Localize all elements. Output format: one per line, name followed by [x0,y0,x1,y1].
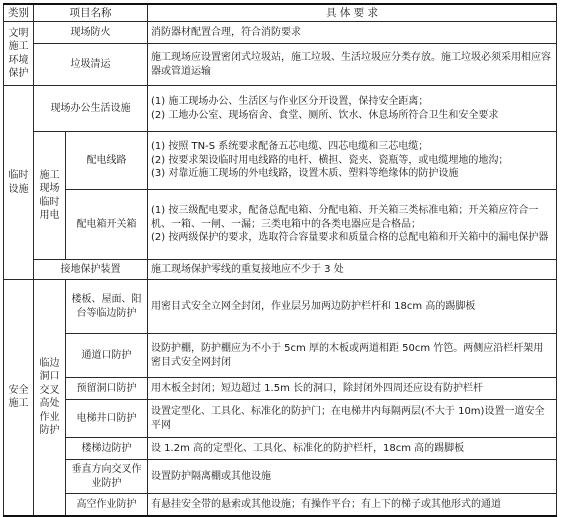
table-row [4,86,557,132]
req-office: (1) 施工现场办公、生活区与作业区分开设置，保持安全距离； (2) 工地办公室、现场宿舍、食堂、厕所、饮水、休息场所符合卫生和安全要求 [148,86,557,132]
item-lines: 配电线路 [66,132,148,190]
header-row [4,4,557,22]
req-passage: 设防护棚，防护棚应为不小于 5cm 厚的木板或两道相距 50cm 竹笆。两侧应沿栏杆架用密目式安全网封闭 [148,334,557,378]
req-boxes: (1) 按三级配电要求，配备总配电箱、分配电箱、开关箱三类标准电箱；开关箱应符合一机、一箱、一闸、一漏；三类电箱中的各类电器应是合格品； (2) 按两级保护的要求，选取符合容量要求和质量合格的总配电箱和开关箱中的漏电保护器 [148,190,557,260]
table-row [4,44,557,86]
item-boxes: 配电箱开关箱 [66,190,148,260]
item-opening: 预留洞口防护 [66,378,148,400]
req-cross: 设置防护隔离棚或其他设施 [148,460,557,494]
item-office: 现场办公生活设施 [34,86,148,132]
table-row [4,190,557,260]
table-row [4,132,557,190]
requirements-table [3,3,557,517]
table-row [4,460,557,494]
header-category: 类别 [4,4,34,22]
item-height: 高空作业防护 [66,494,148,516]
table-row [4,260,557,280]
group-electric: 施工现场临时用电 [34,132,66,260]
table-row [4,400,557,438]
req-height: 有悬挂安全带的悬索或其他设施；有操作平台；有上下的梯子或其他形式的通道 [148,494,557,516]
item-grounding: 接地保护装置 [34,260,148,280]
req-fire: 消防器材配置合理，符合消防要求 [148,22,557,44]
table-row [4,378,557,400]
item-edge: 楼板、屋面、阳台等临边防护 [66,280,148,334]
table-row [4,494,557,516]
req-garbage: 施工现场应设置密闭式垃圾站，施工垃圾、生活垃圾应分类存放。施工垃圾必须采用相应容器或管道运输 [148,44,557,86]
item-garbage: 垃圾清运 [34,44,148,86]
table-row [4,438,557,460]
req-elevator: 设置定型化、工具化、标准化的防护门；在电梯井内每隔两层(不大于 10m)设置一道安全平网 [148,400,557,438]
header-requirement: 具 体 要 求 [148,4,557,22]
item-stairs: 楼梯边防护 [66,438,148,460]
table-row [4,22,557,44]
req-lines: (1) 按照 TN-S 系统要求配备五芯电缆、四芯电缆和三芯电缆； (2) 按要求架设临时用电线路的电杆、横担、瓷夹、瓷瓶等，或电缆埋地的地沟； (3) 对靠近施工现场的外电线路，设置木质、塑料等绝缘体的防护设施 [148,132,557,190]
item-fire: 现场防火 [34,22,148,44]
req-edge: 用密目式安全立网全封闭，作业层另加两边防护栏杆和 18cm 高的踢脚板 [148,280,557,334]
req-opening: 用木板全封闭；短边超过 1.5m 长的洞口，除封闭外四周还应设有防护栏杆 [148,378,557,400]
req-stairs: 设 1.2m 高的定型化、工具化、标准化的防护栏杆，18cm 高的踢脚板 [148,438,557,460]
category-civilized: 文明施工环境保护 [4,22,34,86]
category-temporary: 临时设施 [4,86,34,280]
item-cross: 垂直方向交叉作业防护 [66,460,148,494]
category-safety: 安全施工 [4,280,34,516]
item-passage: 通道口防护 [66,334,148,378]
header-item: 项目名称 [34,4,148,22]
table-row [4,334,557,378]
table-row [4,280,557,334]
req-grounding: 施工现场保护零线的重复接地应不少于 3 处 [148,260,557,280]
group-edge-protection: 临边洞口交叉高处作业防护 [34,280,66,516]
item-elevator: 电梯井口防护 [66,400,148,438]
